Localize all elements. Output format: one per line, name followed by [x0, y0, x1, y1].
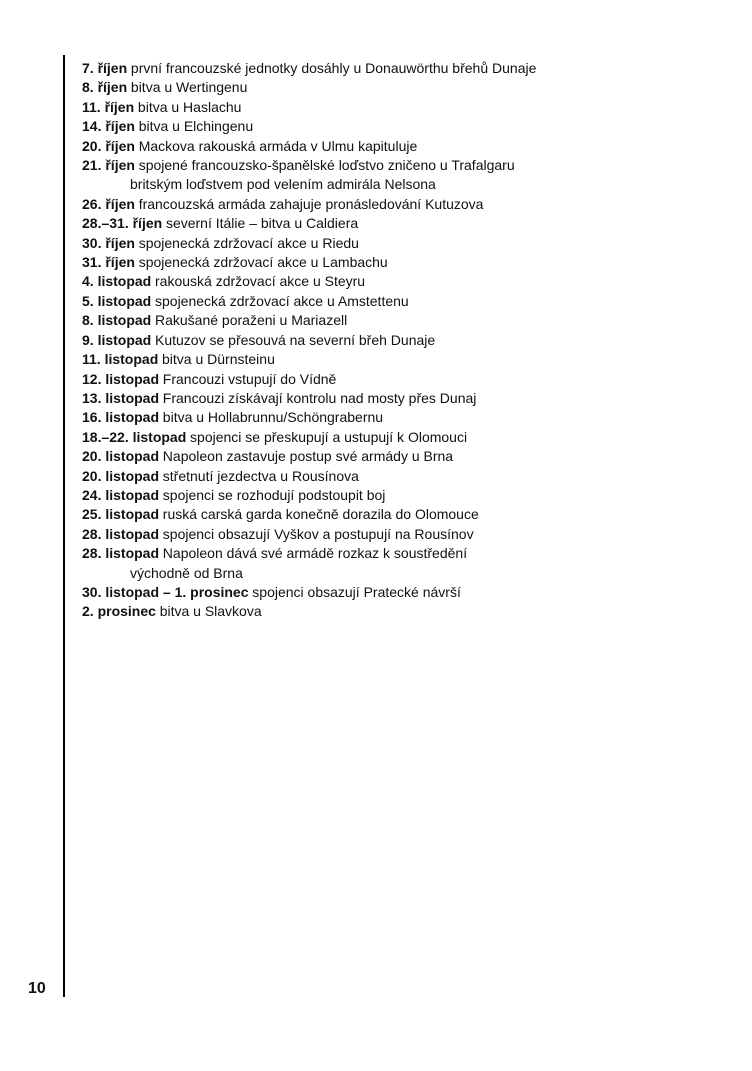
entry-text: Napoleon zastavuje postup své armády u Brna	[162, 448, 454, 465]
timeline-entry	[82, 389, 722, 408]
entry-text: Francouzi vstupují do Vídně	[162, 370, 337, 387]
timeline-entry	[82, 350, 722, 369]
entry-text: bitva u Dürnsteinu	[162, 351, 275, 368]
page-number: 10	[28, 980, 46, 997]
entry-continuation: východně od Brna	[130, 564, 243, 581]
entry-date: 16. listopad	[82, 409, 160, 426]
entry-date: 20. listopad	[82, 448, 160, 465]
timeline-list	[82, 59, 722, 622]
timeline-entry	[82, 525, 722, 544]
entry-date: 7. říjen	[82, 60, 128, 76]
entry-date: 28. listopad	[82, 525, 160, 542]
entry-date: 5. listopad	[82, 292, 152, 309]
entry-text: Rakušané poraženi u Mariazell	[155, 312, 348, 329]
timeline-entry	[82, 544, 722, 583]
timeline-entry	[82, 137, 722, 156]
entry-date: 30. říjen	[82, 234, 135, 251]
entry-text: spojenecká zdržovací akce u Amstettenu	[155, 292, 409, 309]
entry-text: francouzská armáda zahajuje pronásledování Kutuzova	[138, 195, 484, 212]
entry-text: střetnutí jezdectva u Rousínova	[162, 467, 359, 484]
entry-text: Mackova rakouská armáda v Ulmu kapituluje	[138, 137, 418, 154]
entry-text: spojenci se přeskupují a ustupují k Olomouci	[190, 428, 468, 445]
entry-date: 4. listopad	[82, 273, 152, 290]
timeline-entry	[82, 59, 722, 78]
timeline-entry	[82, 428, 722, 447]
entry-date: 8. listopad	[82, 312, 152, 329]
entry-text: spojenecká zdržovací akce u Riedu	[138, 234, 359, 251]
timeline-entry	[82, 117, 722, 136]
entry-date: 26. říjen	[82, 195, 135, 212]
entry-text: Kutuzov se přesouvá na severní břeh Dunaje	[155, 331, 436, 348]
timeline-entry	[82, 98, 722, 117]
entry-text: spojené francouzsko-španělské loďstvo zničeno u Trafalgaru	[138, 157, 515, 174]
entry-text: ruská carská garda konečně dorazila do Olomouce	[162, 506, 479, 523]
timeline-entry	[82, 214, 722, 233]
timeline-entry	[82, 292, 722, 311]
entry-date: 28.–31. říjen	[82, 215, 163, 232]
timeline-entry	[82, 408, 722, 427]
entry-date: 28. listopad	[82, 545, 160, 562]
timeline-entry	[82, 311, 722, 330]
entry-text: bitva u Slavkova	[159, 603, 262, 620]
entry-text: bitva u Hollabrunnu/Schöngrabernu	[162, 409, 384, 426]
timeline-entry	[82, 370, 722, 389]
entry-date: 9. listopad	[82, 331, 152, 348]
entry-text: Francouzi získávají kontrolu nad mosty přes Dunaj	[162, 389, 477, 406]
timeline-entry	[82, 583, 722, 602]
timeline-entry	[82, 195, 722, 214]
entry-date: 18.–22. listopad	[82, 428, 187, 445]
entry-date: 12. listopad	[82, 370, 160, 387]
timeline-entry	[82, 505, 722, 524]
timeline-entry	[82, 272, 722, 291]
entry-text: bitva u Wertingenu	[130, 79, 248, 96]
entry-text: bitva u Haslachu	[137, 98, 242, 115]
timeline-entry	[82, 447, 722, 466]
timeline-entry	[82, 253, 722, 272]
entry-date: 14. říjen	[82, 118, 135, 135]
entry-text: spojenci obsazují Pratecké návrší	[252, 583, 461, 600]
entry-date: 11. říjen	[82, 98, 135, 115]
entry-continuation: britským loďstvem pod velením admirála Nelsona	[130, 176, 436, 193]
entry-text: rakouská zdržovací akce u Steyru	[155, 273, 366, 290]
timeline-entry	[82, 156, 722, 195]
timeline-entry	[82, 331, 722, 350]
entry-date: 24. listopad	[82, 486, 160, 503]
timeline-entry	[82, 467, 722, 486]
entry-date: 30. listopad – 1. prosinec	[82, 583, 249, 600]
entry-text: první francouzské jednotky dosáhly u Donauwörthu břehů Dunaje	[130, 60, 537, 76]
entry-text: severní Itálie – bitva u Caldiera	[165, 215, 359, 232]
entry-date: 21. říjen	[82, 157, 135, 174]
margin-rule	[63, 55, 65, 997]
entry-text: spojenecká zdržovací akce u Lambachu	[138, 254, 388, 271]
entry-date: 20. říjen	[82, 137, 135, 154]
timeline-entry	[82, 78, 722, 97]
entry-date: 2. prosinec	[82, 603, 156, 620]
entry-text: bitva u Elchingenu	[138, 118, 254, 135]
timeline-entry	[82, 602, 722, 621]
entry-date: 31. říjen	[82, 254, 135, 271]
entry-date: 8. říjen	[82, 79, 128, 96]
entry-text: spojenci se rozhodují podstoupit boj	[162, 486, 386, 503]
entry-date: 20. listopad	[82, 467, 160, 484]
timeline-entry	[82, 486, 722, 505]
entry-text: Napoleon dává své armádě rozkaz k soustředění	[162, 545, 468, 562]
timeline-entry	[82, 234, 722, 253]
entry-text: spojenci obsazují Vyškov a postupují na Rousínov	[162, 525, 474, 542]
entry-date: 11. listopad	[82, 351, 159, 368]
entry-date: 25. listopad	[82, 506, 160, 523]
entry-date: 13. listopad	[82, 389, 160, 406]
